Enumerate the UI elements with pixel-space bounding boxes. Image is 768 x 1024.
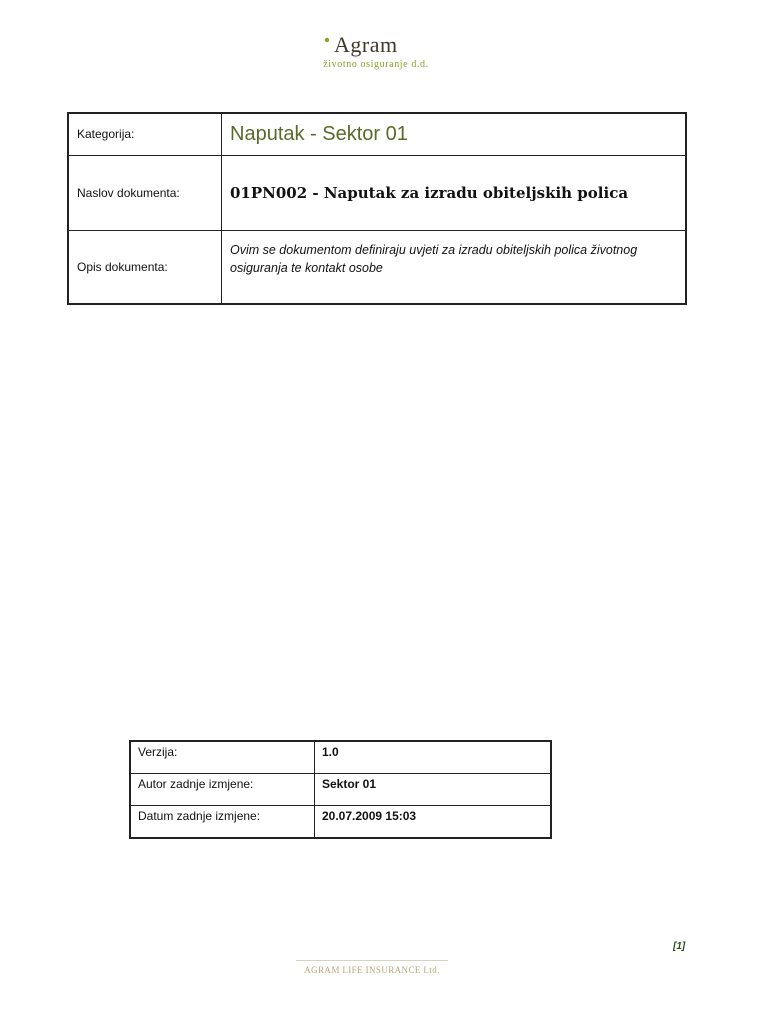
author-value: Sektor 01 (315, 773, 552, 805)
date-row (130, 806, 551, 838)
page-number: [1] (673, 941, 686, 952)
date-value: 20.07.2009 15:03 (315, 806, 552, 838)
version-value: 1.0 (315, 741, 552, 773)
title-row (68, 155, 686, 230)
footer-company: AGRAM LIFE INSURANCE Ltd. (296, 960, 448, 975)
document-info-table (67, 112, 687, 305)
category-row (68, 113, 686, 155)
description-value: Ovim se dokumentom definiraju uvjeti za izradu obiteljskih polica životnog osiguranja te kontakt osobe (222, 230, 687, 304)
version-info-table (129, 740, 552, 839)
author-row (130, 773, 551, 805)
version-label: Verzija: (130, 741, 315, 773)
logo-name: Agram (334, 32, 398, 57)
author-label: Autor zadnje izmjene: (130, 773, 315, 805)
version-row (130, 741, 551, 773)
description-label: Opis dokumenta: (68, 230, 222, 304)
category-label: Kategorija: (68, 113, 222, 155)
description-row (68, 230, 686, 304)
company-logo (304, 28, 444, 74)
category-value: Naputak - Sektor 01 (222, 113, 687, 155)
title-value: 01PN002 - Naputak za izradu obiteljskih polica (222, 155, 687, 230)
logo-subtitle: životno osiguranje d.d. (323, 59, 429, 70)
title-label: Naslov dokumenta: (68, 155, 222, 230)
date-label: Datum zadnje izmjene: (130, 806, 315, 838)
